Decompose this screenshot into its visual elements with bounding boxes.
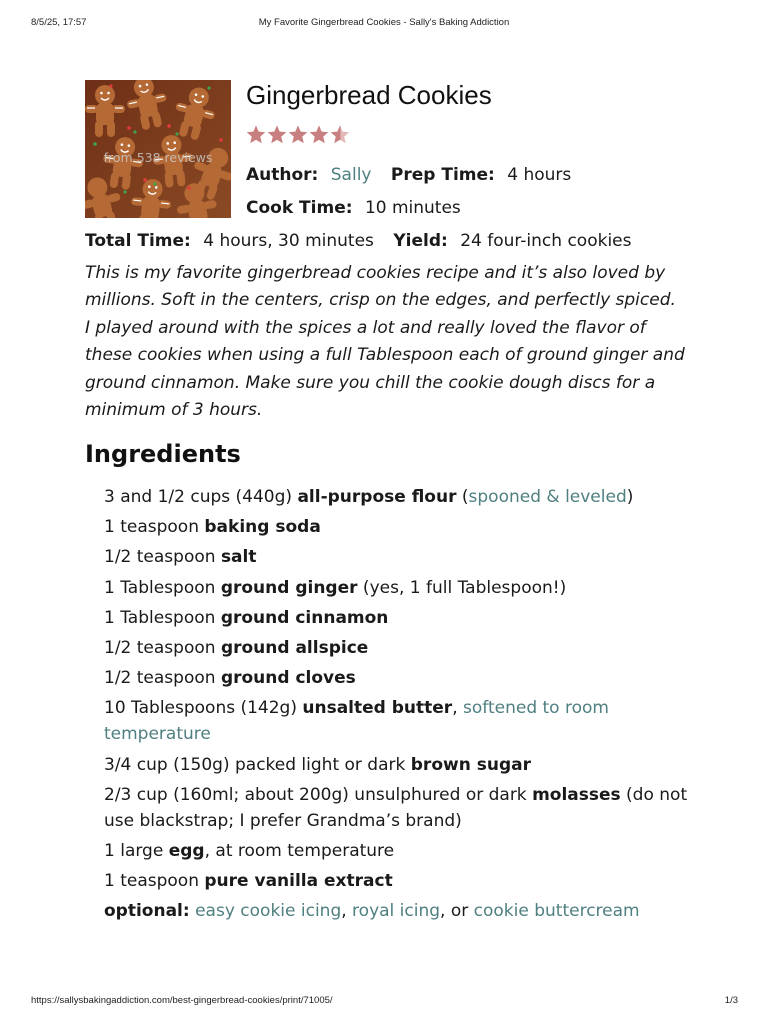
ingredient-link[interactable]: cookie buttercream (473, 901, 640, 922)
recipe-meta-row-3 (85, 229, 646, 253)
ingredient-item (104, 635, 704, 661)
ingredient-item (104, 665, 704, 691)
ingredient-text: 1 Tablespoon (104, 577, 221, 598)
ingredient-text: 1/2 teaspoon (104, 637, 221, 658)
ingredient-name: optional: (104, 901, 190, 922)
star-full-icon (267, 124, 288, 146)
ingredient-text: ) (626, 487, 634, 507)
recipe-thumbnail (85, 80, 231, 218)
yield-label: Yield: (393, 231, 448, 251)
author-label: Author: (246, 165, 319, 185)
print-footer (0, 995, 768, 1009)
ingredient-text: 1 Tablespoon (104, 607, 221, 628)
ingredient-item (104, 544, 704, 570)
ingredient-text: 3/4 cup (150g) packed light or dark (104, 754, 411, 775)
print-page-number: 1/3 (724, 995, 738, 1006)
ingredient-text: 1 large (104, 840, 169, 861)
star-full-icon (246, 124, 267, 146)
ingredient-name: pure vanilla extract (204, 871, 393, 892)
ingredient-text: (do not use blackstrap; I prefer Grandma’s brand) (104, 784, 688, 831)
ingredient-name: molasses (532, 784, 621, 805)
print-url: https://sallysbakingaddiction.com/best-gingerbread-cookies/print/71005/ (31, 995, 333, 1006)
cook-time-label: Cook Time: (246, 198, 353, 218)
ingredient-item (104, 605, 704, 631)
thumbnail-overlay-text: from 538 reviews (103, 150, 213, 165)
recipe-meta-row-2 (246, 196, 475, 220)
star-half-icon (330, 124, 351, 146)
recipe-description: This is my favorite gingerbread cookies recipe and it’s also loved by millions. Soft in the centers, crisp on the edges, and perfectly spiced. I played around with the spices a lot and really loved the flavor of these cookies when using a full Tablespoon each of ground ginger and ground cinnamon. Make sure you chill the cookie dough discs for a minimum of 3 hours. (85, 263, 685, 421)
gingerbread-cookies-image (85, 80, 231, 218)
total-time-label: Total Time: (85, 231, 191, 251)
ingredients-heading: Ingredients (85, 440, 241, 468)
ingredient-link[interactable]: easy cookie icing (195, 901, 342, 922)
ingredient-text: 1 teaspoon (104, 871, 205, 892)
ingredient-name: ground cloves (220, 668, 356, 689)
ingredient-item (104, 782, 704, 834)
author-link[interactable]: Sally (330, 165, 372, 185)
ingredient-name: baking soda (204, 517, 321, 538)
ingredient-text: (yes, 1 full Tablespoon!) (357, 577, 567, 598)
yield-value: 24 four-inch cookies (460, 231, 632, 251)
ingredient-text: , or (440, 901, 474, 922)
ingredient-name: ground ginger (220, 577, 358, 598)
ingredient-text: , (341, 901, 353, 922)
ingredient-link[interactable]: royal icing (352, 901, 441, 922)
ingredient-name: ground allspice (220, 637, 369, 658)
cook-time-value: 10 minutes (364, 198, 461, 218)
ingredient-name: egg (168, 840, 205, 861)
print-header (0, 17, 768, 31)
recipe-title: Gingerbread Cookies (246, 80, 492, 110)
ingredient-item (104, 868, 704, 894)
print-datetime: 8/5/25, 17:57 (31, 17, 87, 28)
ingredient-item (104, 484, 704, 510)
recipe-meta-row-1 (246, 163, 585, 187)
ingredient-text: 3 and 1/2 cups (440g) (104, 487, 298, 507)
star-full-icon (309, 124, 330, 146)
star-rating (246, 124, 351, 148)
ingredient-item (104, 898, 704, 924)
ingredient-link[interactable]: spooned & leveled (468, 487, 627, 507)
ingredient-text: , (452, 698, 464, 719)
ingredient-name: brown sugar (410, 754, 531, 775)
ingredients-list (104, 484, 704, 928)
ingredient-item (104, 838, 704, 864)
ingredient-item (104, 695, 704, 747)
ingredient-text: 1 teaspoon (104, 517, 205, 538)
ingredient-text: 10 Tablespoons (142g) (104, 698, 303, 719)
ingredient-text: ( (456, 487, 469, 507)
ingredient-text: 2/3 cup (160ml; about 200g) unsulphured or dark (104, 784, 533, 805)
total-time-value: 4 hours, 30 minutes (203, 231, 374, 251)
ingredient-name: all-purpose flour (297, 487, 457, 507)
ingredient-text: 1/2 teaspoon (104, 547, 221, 568)
ingredient-link[interactable]: softened to room temperature (104, 698, 609, 745)
ingredient-text: 1/2 teaspoon (104, 668, 221, 689)
ingredient-item (104, 514, 704, 540)
prep-time-label: Prep Time: (390, 165, 495, 185)
ingredient-name: unsalted butter (302, 698, 453, 719)
ingredient-item (104, 575, 704, 601)
ingredient-item (104, 752, 704, 778)
ingredient-name: salt (220, 547, 257, 568)
print-page-title: My Favorite Gingerbread Cookies - Sally's Baking Addiction (258, 17, 510, 28)
ingredient-text: , at room temperature (204, 840, 395, 861)
prep-time-value: 4 hours (507, 165, 572, 185)
ingredient-name: ground cinnamon (220, 607, 389, 628)
star-full-icon (288, 124, 309, 146)
